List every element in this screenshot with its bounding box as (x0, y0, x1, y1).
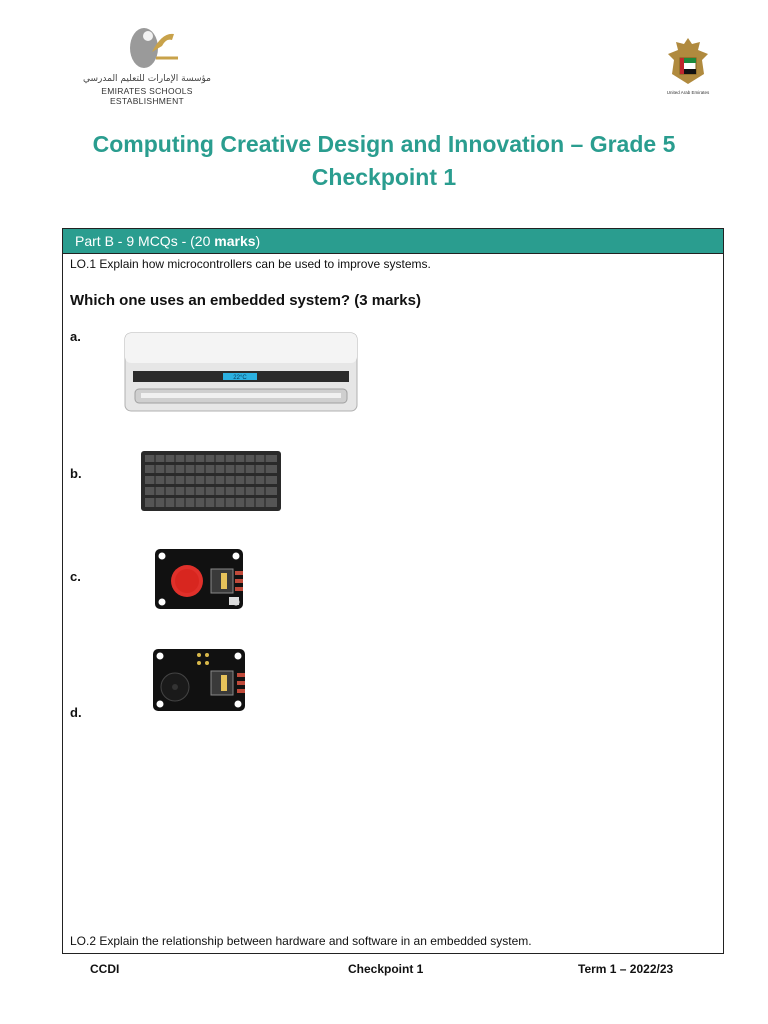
option-d-label[interactable]: d. (70, 705, 82, 720)
buzzer-module-image (153, 649, 253, 713)
taleem-logo-icon (122, 22, 182, 72)
option-b-label[interactable]: b. (70, 466, 82, 481)
uae-emblem (664, 34, 712, 98)
title-line-2: Checkpoint 1 (311, 164, 457, 190)
page-title (0, 128, 768, 194)
keyboard-image (141, 451, 281, 511)
push-button-module-image (155, 549, 247, 611)
logo-english-text: EMIRATES SCHOOLS ESTABLISHMENT (101, 86, 193, 106)
footer-course: CCDI (90, 962, 120, 976)
learning-objective-2: LO.2 Explain the relationship between hardware and software in an embedded system. (70, 934, 532, 948)
question-text: Which one uses an embedded system? (3 marks) (70, 292, 421, 309)
footer-checkpoint: Checkpoint 1 (348, 962, 424, 976)
footer-term: Term 1 – 2022/23 (578, 962, 674, 976)
learning-objective-1: LO.1 Explain how microcontrollers can be used to improve systems. (70, 257, 431, 271)
section-header-prefix: Part B - 9 (75, 233, 139, 249)
question-box (62, 228, 724, 954)
option-a-label[interactable]: a. (70, 329, 81, 344)
title-line-1: Computing Creative Design and Innovation – Grade 5 (92, 131, 676, 157)
emirates-schools-logo (72, 20, 222, 106)
section-header-marks: marks (214, 233, 256, 249)
section-header (63, 229, 723, 254)
section-header-mid: - (20 (177, 233, 215, 249)
air-conditioner-image (123, 323, 361, 415)
section-header-mcqs: MCQs (138, 233, 178, 249)
ac-display-text: 22°C (233, 375, 247, 381)
emblem-label: United Arab Emirates (666, 90, 710, 95)
option-c-label[interactable]: c. (70, 569, 81, 584)
logo-arabic-text: مؤسسة الإمارات للتعليم المدرسي (83, 74, 211, 84)
section-header-end: ) (255, 233, 261, 249)
page-footer (0, 962, 768, 978)
uae-emblem-icon (664, 34, 712, 90)
